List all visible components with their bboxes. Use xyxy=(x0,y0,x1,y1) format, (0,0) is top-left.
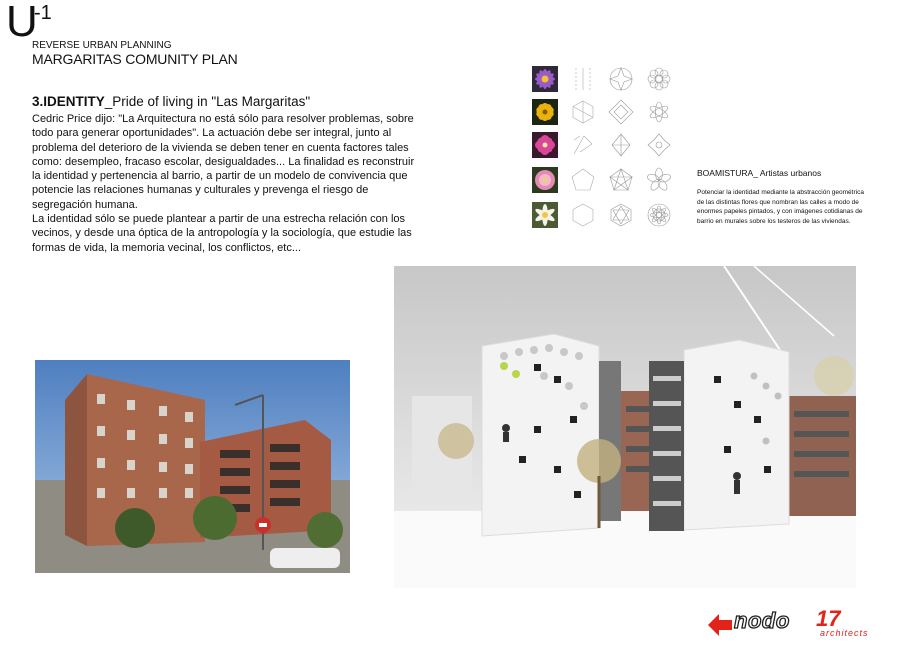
aster-flower-photo xyxy=(532,66,558,92)
hexagon-outline-pattern-icon xyxy=(570,202,596,228)
proposal-render xyxy=(394,266,856,588)
pink-flower-photo xyxy=(532,132,558,158)
brand-tagline: architects xyxy=(820,628,869,638)
petal-pattern-icon xyxy=(646,99,672,125)
five-petal-pattern-icon xyxy=(646,167,672,193)
page-title: MARGARITAS COMUNITY PLAN xyxy=(32,51,238,67)
section-number: 3.IDENTITY xyxy=(32,94,105,109)
street-photo xyxy=(35,360,350,573)
hexagon-pattern-icon xyxy=(570,99,596,125)
boamistura-heading: BOAMISTURA_ Artistas urbanos xyxy=(697,168,822,178)
paragraph-1: Cedric Price dijo: "La Arquitectura no está sólo para resolver problemas, sobre todo para generar oportunidades". La actuación debe ser integral, junto al problema del deterioro de la vivienda se deben tener en cuenta factores tales como: desempleo, fracaso escolar, desigualdades... La finalidad es reconstruir la identidad y pertenencia al barrio, a partir de un modelo de convivencia que potencie las relaciones humanas y culturales y prevenga el riesgo de segregación humana. xyxy=(32,113,415,211)
page-subtitle: REVERSE URBAN PLANNING xyxy=(32,40,172,51)
lily-flower-photo xyxy=(532,202,558,228)
flower-abstraction-grid xyxy=(528,66,688,236)
yellow-flower-photo xyxy=(532,99,558,125)
arrow-left-icon xyxy=(708,614,732,641)
pentagon-pattern-icon xyxy=(570,167,596,193)
diamond-pattern-icon xyxy=(608,99,634,125)
leaf-pattern-icon xyxy=(608,132,634,158)
brand-number: 17 xyxy=(816,606,841,631)
logo-superscript: -1 xyxy=(34,2,52,24)
nodo17-logo xyxy=(708,606,900,642)
logo-letter: U xyxy=(6,0,37,46)
section-heading xyxy=(32,94,310,109)
cross-flower-pattern-icon xyxy=(646,132,672,158)
star-pattern-icon xyxy=(608,66,634,92)
triangle-pattern-icon xyxy=(570,132,596,158)
pentagon-star-pattern-icon xyxy=(608,167,634,193)
paragraph-2: La identidad sólo se puede plantear a partir de una estrecha relación con los vecinos, y desde una óptica de la antropología y la sociología, que estudie las formas de vida, la memoria vecinal, los conflictos, etc... xyxy=(32,213,412,254)
rose-flower-photo xyxy=(532,167,558,193)
rosette-pattern-icon xyxy=(646,66,672,92)
hexagram-pattern-icon xyxy=(608,202,634,228)
brand-name: nodo xyxy=(734,608,790,633)
section-heading-text: _Pride of living in "Las Margaritas" xyxy=(104,94,311,109)
mandala-pattern-icon xyxy=(646,202,672,228)
boamistura-description: Potenciar la identidad mediante la abstracción geométrica de las distintas flores que nombran las calles a modo de enormes papeles pintados, y con imágenes cotidianas de barrio en murales sobre los testeros de las viviendas. xyxy=(697,189,864,225)
line-pattern-icon xyxy=(570,66,596,92)
